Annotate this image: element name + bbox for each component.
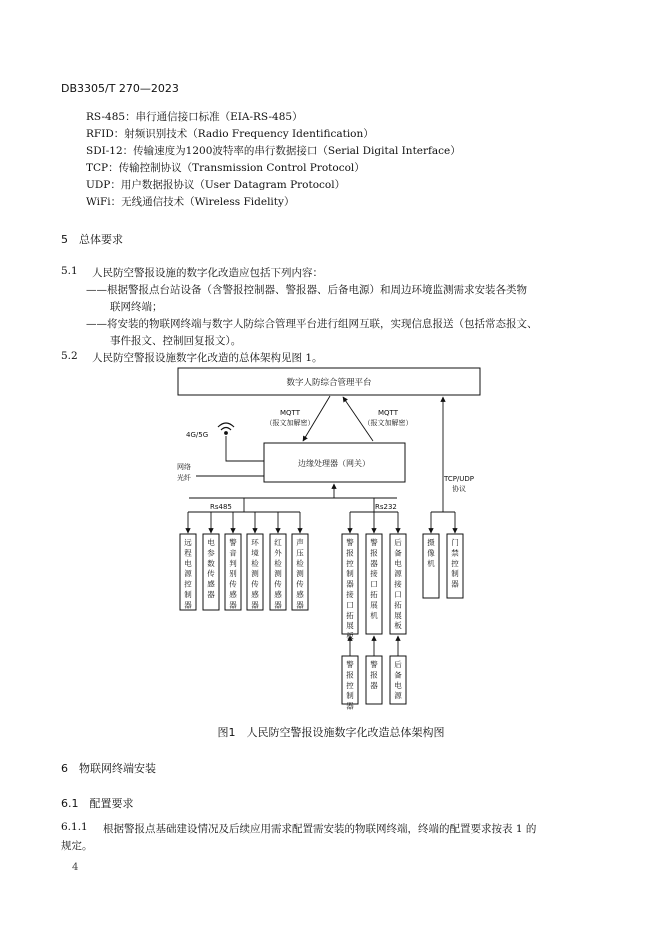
- clause-5-2-text: 人民防空警报设施数字化改造的总体架构见图 1。: [92, 352, 323, 364]
- clause-6-1-1-line-1: 根据警报点基础建设情况及后续应用需求配置需安装的物联网终端，终端的配置要求按表 1 的: [103, 823, 537, 835]
- clause-6-1-1-line-2: 规定。: [61, 840, 93, 852]
- rs232-label: Rs232: [375, 503, 397, 511]
- mqtt-right-label: MQTT: [378, 409, 398, 417]
- abbreviation-rfid: RFID：射频识别技术（Radio Frequency Identification）: [86, 128, 374, 140]
- document-id: DB3305/T 270—2023: [61, 82, 179, 95]
- figure-caption: 图1 人民防空警报设施数字化改造总体架构图: [217, 726, 445, 739]
- abbreviation-udp: UDP：用户数据报协议（User Datagram Protocol）: [86, 179, 346, 191]
- rs485-device-6-label: 声压检测传感器: [296, 538, 304, 610]
- wifi-icon: [218, 423, 234, 434]
- network-4g5g-label: 4G/5G: [186, 431, 209, 439]
- rs232-board-1-label: 警报控制器接口拓展板: [346, 538, 354, 641]
- clause-6-1-1-number: 6.1.1: [61, 821, 88, 833]
- station-device-1-label: 警报控制器: [346, 660, 354, 711]
- wireless-link: [226, 436, 264, 461]
- rs485-device-5-label: 红外检测传感器: [274, 538, 282, 610]
- tcp-device-2-label: 门禁控制器: [451, 538, 459, 589]
- fiber-label: 光纤: [177, 474, 191, 482]
- rs485-label: Rs485: [210, 503, 232, 511]
- rs485-device-4-label: 环境检测传感器: [251, 538, 259, 610]
- tcp-udp-label: TCP/UDP: [443, 475, 475, 483]
- clause-5-2-number: 5.2: [61, 350, 78, 362]
- abbreviation-sdi12: SDI-12：传输速度为1200波特率的串行数据接口（Serial Digital Interface）: [86, 145, 461, 157]
- clause-5-1-item-1-line-2: 联网终端；: [110, 301, 163, 313]
- rs232-board-3-label: 后备电源接口拓展板: [394, 538, 402, 631]
- station-device-group: [342, 636, 406, 711]
- protocol-label: 协议: [452, 485, 466, 493]
- network-label: 网络: [177, 463, 191, 471]
- rs485-device-1-label: 远程电源控制器: [184, 538, 192, 610]
- station-device-3-label: 后备电源: [394, 660, 402, 701]
- mqtt-right-sub: （报文加解密）: [363, 419, 413, 427]
- clause-5-1-text: 人民防空警报设施的数字化改造应包括下列内容：: [92, 267, 323, 279]
- station-device-2-label: 警报器: [370, 660, 378, 690]
- abbreviation-tcp: TCP：传输控制协议（Transmission Control Protocol）: [86, 162, 365, 174]
- rs232-board-2-label: 警报器接口拓展机: [370, 538, 378, 620]
- section-6-1-heading: 6.1 配置要求: [61, 797, 134, 810]
- clause-5-1-item-2-line-1: ——将安装的物联网终端与数字人防综合管理平台进行组网互联，实现信息报送（包括常态报文、: [86, 318, 538, 330]
- rs485-device-group: [180, 498, 308, 610]
- clause-5-1-number: 5.1: [61, 265, 78, 277]
- mqtt-left-label: MQTT: [280, 409, 300, 417]
- tcp-device-1-label: 摄像机: [427, 538, 435, 568]
- section-6-heading: 6 物联网终端安装: [61, 762, 156, 775]
- abbreviation-rs485: RS-485：串行通信接口标准（EIA-RS-485）: [86, 111, 303, 123]
- mqtt-left-sub: （报文加解密）: [265, 419, 315, 427]
- edge-processor-label: 边缘处理器（网关）: [298, 459, 370, 468]
- rs232-board-group: [342, 498, 406, 641]
- clause-5-1-item-1-line-1: ——根据警报点台站设备（含警报控制器、警报器、后备电源）和周边环境监测需求安装各类物: [86, 284, 527, 296]
- page-number: 4: [72, 862, 79, 873]
- rs485-device-2-label: 电参数传感器: [207, 538, 215, 599]
- abbreviation-wifi: WiFi：无线通信技术（Wireless Fidelity）: [86, 196, 295, 208]
- tcp-device-group: [423, 512, 463, 598]
- section-5-heading: 5 总体要求: [61, 233, 123, 246]
- clause-5-1-item-2-line-2: 事件报文、控制回复报文）。: [110, 335, 242, 347]
- platform-label: 数字人防综合管理平台: [286, 378, 372, 388]
- rs485-device-3-label: 警音判别传感器: [229, 538, 237, 610]
